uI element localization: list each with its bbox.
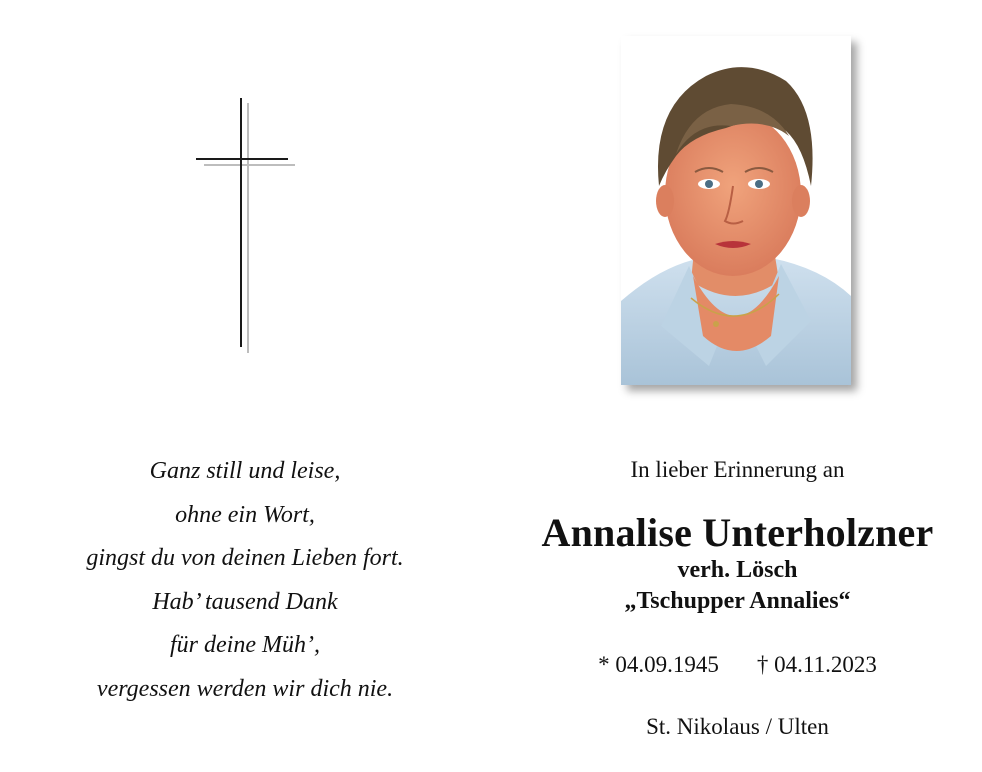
verse-line: Hab’ tausend Dank <box>152 588 338 615</box>
married-name: verh. Lösch <box>677 557 798 583</box>
verse-line: vergessen werden wir dich nie. <box>96 675 394 702</box>
verse-line: für deine Müh’, <box>170 632 320 658</box>
verse-line: Ganz still und leise, <box>149 458 341 484</box>
birth-date: * 04.09.1945 <box>598 652 719 677</box>
nickname: „Tschupper Annalies“ <box>624 588 851 614</box>
verse-line: gingst du von deinen Lieben fort. <box>86 545 404 571</box>
place: St. Nikolaus / Ulten <box>646 714 829 739</box>
death-date: † 04.11.2023 <box>756 652 877 677</box>
portrait-photo <box>621 36 851 385</box>
memorial-intro: In lieber Erinnerung an <box>630 457 845 482</box>
life-dates <box>510 652 965 678</box>
verse-line: ohne ein Wort, <box>175 501 315 528</box>
deceased-name: Annalise Unterholzner <box>541 510 934 555</box>
cross-icon <box>190 95 300 360</box>
verse <box>30 450 460 711</box>
